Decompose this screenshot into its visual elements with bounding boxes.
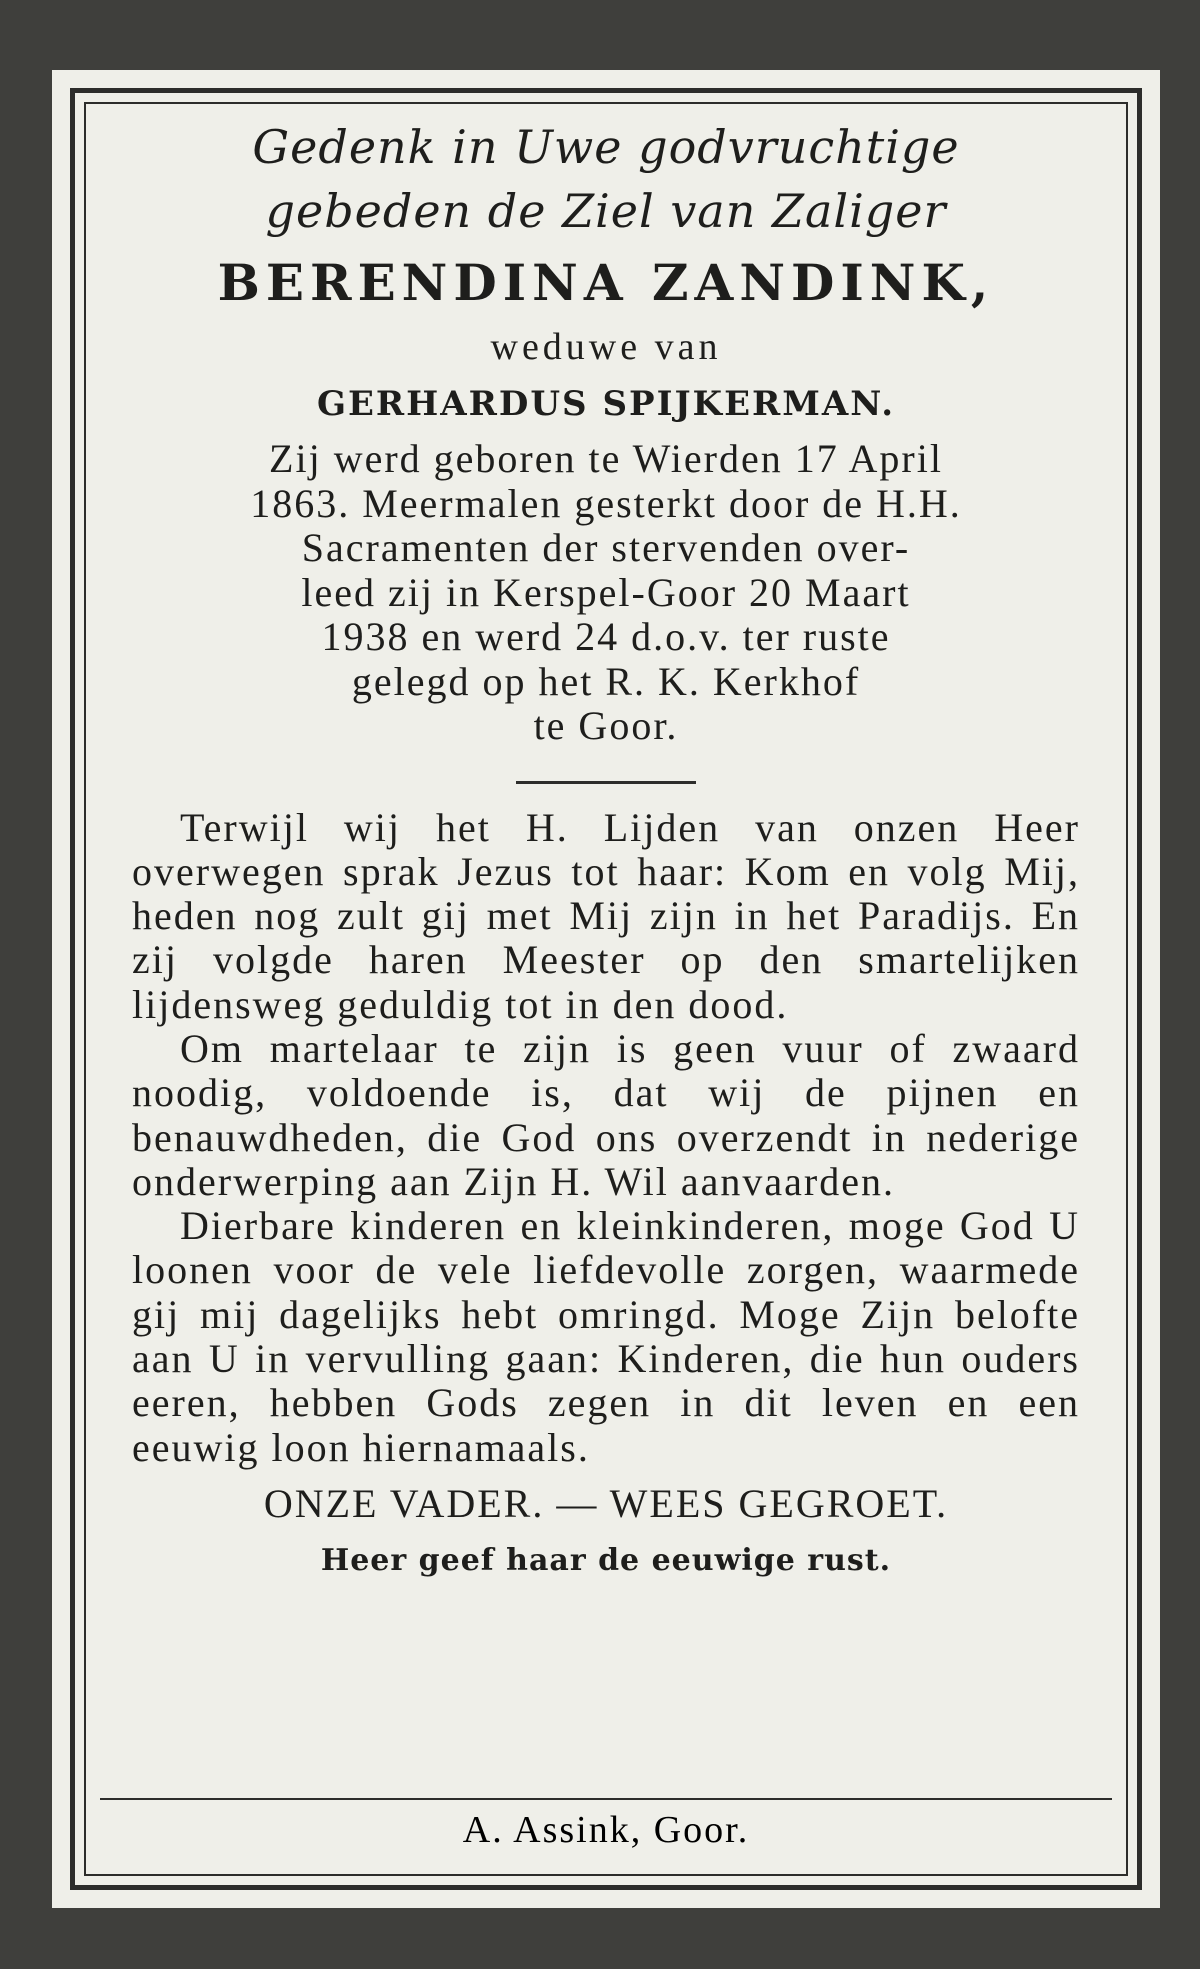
biography-line: Sacramenten der stervenden over- [301,525,911,570]
biography-line: Zij werd geboren te Wierden 17 April [269,436,943,481]
card-content [132,115,1080,1590]
biography-line: gelegd op het R. K. Kerkhof [351,658,861,704]
paragraph-text: Dierbare kinderen en kleinkinderen, moge God U loonen voor de vele liefdevolle zorgen, waarmede gij mij dagelijks hebt omringd. Moge Zijn belofte aan U in vervulling gaan: Kinderen, die hun ouders eeren, hebben Gods zegen in dit leven en een eeuwig loon hiernamaals. [132,1203,1080,1470]
biography-line: te Goor. [533,703,679,748]
heading-line-1: Gedenk in Uwe godvruchtige [252,120,960,174]
paragraph-1 [132,806,1080,1027]
biography-line: 1863. Meermalen gesterkt door de H.H. [250,480,962,526]
paragraph-text: Om martelaar te zijn is geen vuur of zwaard noodig, voldoende is, dat wij de pijnen en benauwdheden, die God ons overzendt in nederige onderwerping aan Zijn H. Wil aanvaarden. [132,1025,1080,1204]
biography-line: 1938 en werd 24 d.o.v. ter ruste [321,614,891,659]
biography-line: leed zij in Kerspel-Goor 20 Maart [301,569,911,615]
printer-credit: A. Assink, Goor. [462,1809,750,1851]
deceased-name: BERENDINA ZANDINK, [217,253,995,312]
paragraph-2 [132,1027,1080,1204]
prayers-line: ONZE VADER. — WEES GEGROET. [263,1480,949,1526]
printer-rule [100,1798,1112,1800]
paragraph-text: Terwijl wij het H. Lijden van onzen Heer overwegen sprak Jezus tot haar: Kom en volg Mij, heden nog zult gij met Mij zijn in het Paradijs. En zij volgde haren Meester op den smartelijken lijdensweg geduldig tot in den dood. [132,804,1080,1027]
widow-of-label: weduwe van [490,326,722,368]
eternal-rest-line: Heer geef haar de eeuwige rust. [320,1542,892,1578]
heading-line-2: gebeden de Ziel van Zaliger [265,184,947,238]
biography [132,437,1080,749]
memorial-card [52,70,1160,1908]
husband-name: GERHARDUS SPIJKERMAN. [316,384,896,424]
section-divider [516,781,696,784]
paragraph-3 [132,1204,1080,1470]
